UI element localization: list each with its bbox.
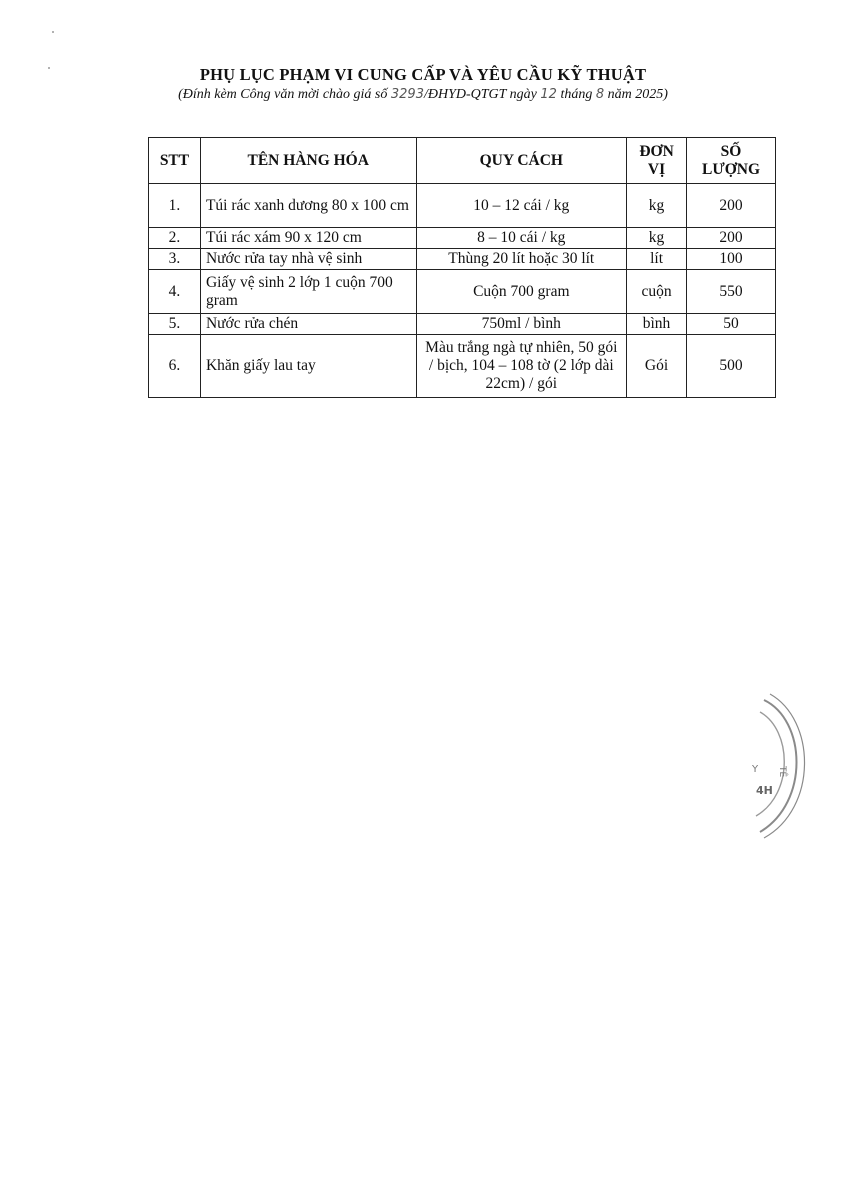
cell-spec: 8 – 10 cái / kg: [416, 228, 627, 249]
cell-name: Giấy vệ sinh 2 lớp 1 cuộn 700 gram: [200, 270, 416, 314]
cell-qty: 200: [687, 184, 776, 228]
table-row: [149, 228, 776, 249]
cell-unit: lít: [627, 249, 687, 270]
cell-name: Túi rác xanh dương 80 x 100 cm: [200, 184, 416, 228]
cell-name: Nước rửa chén: [200, 314, 416, 335]
cell-spec: Cuộn 700 gram: [416, 270, 627, 314]
column-header-name: TÊN HÀNG HÓA: [200, 138, 416, 184]
document-title: PHỤ LỤC PHẠM VI CUNG CẤP VÀ YÊU CẦU KỸ THUẬT: [199, 65, 647, 84]
subtitle-month-label: tháng: [560, 87, 593, 102]
cell-unit: Gói: [627, 335, 687, 398]
cell-spec: Màu trắng ngà tự nhiên, 50 gói / bịch, 104 – 108 tờ (2 lớp dài 22cm) / gói: [416, 335, 627, 398]
column-header-qty: SỐ LƯỢNG: [687, 138, 776, 184]
cell-spec: 10 – 12 cái / kg: [416, 184, 627, 228]
cell-unit: kg: [627, 228, 687, 249]
subtitle-prefix: (Đính kèm Công văn mời chào giá số: [178, 87, 388, 102]
scope-table: [148, 137, 776, 398]
document-subtitle: [0, 87, 846, 103]
table-row: [149, 270, 776, 314]
cell-unit: kg: [627, 184, 687, 228]
handwritten-month: 8: [595, 87, 605, 102]
cell-qty: 200: [687, 228, 776, 249]
subtitle-doc-code: /ĐHYD-QTGT ngày: [423, 87, 537, 102]
table-row: [149, 335, 776, 398]
cell-stt: 6.: [149, 335, 201, 398]
seal-fragment: 4H: [756, 784, 773, 797]
column-header-stt: STT: [149, 138, 201, 184]
partial-seal-stamp-icon: [740, 690, 810, 840]
cell-stt: 5.: [149, 314, 201, 335]
cell-spec: 750ml / bình: [416, 314, 627, 335]
cell-unit: bình: [627, 314, 687, 335]
table-row: [149, 249, 776, 270]
cell-qty: 500: [687, 335, 776, 398]
cell-stt: 1.: [149, 184, 201, 228]
cell-name: Túi rác xám 90 x 120 cm: [200, 228, 416, 249]
table-row: [149, 184, 776, 228]
seal-inner-ring: [756, 712, 784, 816]
seal-fragment: Y: [752, 764, 759, 775]
seal-fragment: TÊ: [777, 766, 787, 778]
cell-qty: 550: [687, 270, 776, 314]
cell-stt: 4.: [149, 270, 201, 314]
cell-name: Khăn giấy lau tay: [200, 335, 416, 398]
table-header-row: [149, 138, 776, 184]
column-header-spec: QUY CÁCH: [416, 138, 627, 184]
cell-qty: 100: [687, 249, 776, 270]
cell-spec: Thùng 20 lít hoặc 30 lít: [416, 249, 627, 270]
cell-unit: cuộn: [627, 270, 687, 314]
subtitle-year: năm 2025): [607, 87, 668, 102]
cell-qty: 50: [687, 314, 776, 335]
scan-speck: [52, 31, 54, 33]
table-row: [149, 314, 776, 335]
handwritten-day: 12: [540, 87, 557, 102]
cell-stt: 3.: [149, 249, 201, 270]
cell-stt: 2.: [149, 228, 201, 249]
column-header-unit: ĐƠN VỊ: [627, 138, 687, 184]
handwritten-doc-number: 3293: [390, 87, 424, 102]
cell-name: Nước rửa tay nhà vệ sinh: [200, 249, 416, 270]
